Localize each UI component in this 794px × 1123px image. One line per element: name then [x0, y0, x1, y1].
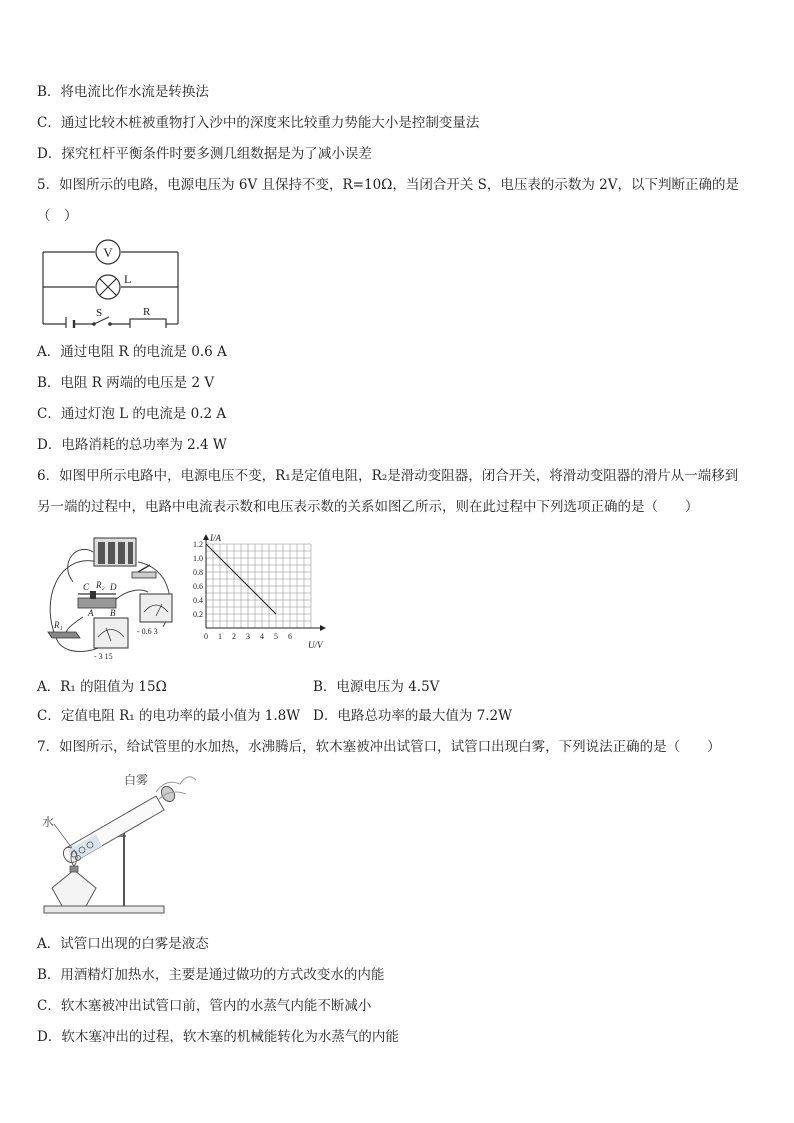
water-label: 水	[42, 815, 55, 829]
cork-and-fog	[124, 773, 196, 804]
y-tick-label: 0.8	[193, 568, 203, 577]
graph-ticks	[193, 540, 292, 641]
q5-stem-line1: 5．如图所示的电路，电源电压为 6V 且保持不变，R=10Ω，当闭合开关 S，电压表的示数为 2V，以下判断正确的是	[37, 177, 740, 193]
graph-axes	[203, 534, 326, 631]
svg-text:A: A	[88, 608, 94, 618]
y-tick-label: 0.6	[193, 582, 203, 591]
q6-iu-graph	[180, 532, 330, 652]
q6-option-d: D．电路总功率的最大值为 7.2W	[313, 708, 512, 724]
q5-option-a: A．通过电阻 R 的电流是 0.6 A	[37, 344, 227, 360]
q7-option-d: D．软木塞冲出的过程，软木塞的机械能转化为水蒸气的内能	[37, 1029, 399, 1045]
q5-stem-line2: （ ）	[37, 208, 78, 224]
x-tick-label: 3	[246, 632, 250, 641]
q7-option-c: C．软木塞被冲出试管口前，管内的水蒸气内能不断减小	[37, 998, 372, 1014]
q7-option-a: A．试管口出现的白雾是液态	[37, 936, 209, 952]
y-tick-label: 0.2	[193, 610, 203, 619]
x-tick-label: 4	[260, 632, 264, 641]
q7-stem: 7．如图所示，给试管里的水加热，水沸腾后，软木塞被冲出试管口，试管口出现白雾，下列说法正确的是（ ）	[37, 739, 721, 755]
q6-option-a: A．R₁ 的阻值为 15Ω	[37, 679, 167, 695]
switch-symbol	[92, 307, 112, 326]
q4-option-c: C．通过比较木桩被重物打入沙中的深度来比较重力势能大小是控制变量法	[37, 115, 480, 131]
q6-apparatus-figure	[38, 532, 178, 662]
rheostat	[78, 580, 117, 618]
x-tick-label: 5	[274, 632, 278, 641]
x-tick-label: 6	[288, 632, 292, 641]
y-tick-label: 1.0	[193, 554, 203, 563]
q5-option-c: C．通过灯泡 L 的电流是 0.2 A	[37, 406, 227, 422]
lamp-label: L	[124, 272, 132, 286]
voltmeter	[94, 618, 128, 661]
q7-option-b: B．用酒精灯加热水，主要是通过做功的方式改变水的内能	[37, 967, 385, 983]
lamp-symbol	[96, 272, 131, 299]
svg-text:C: C	[83, 582, 90, 592]
graph-y-label: I/A	[210, 533, 221, 543]
q4-option-d: D．探究杠杆平衡条件时要多测几组数据是为了减小误差	[37, 146, 372, 162]
ammeter	[137, 594, 172, 636]
x-tick-label: 0	[204, 632, 208, 641]
svg-text:D: D	[110, 582, 117, 592]
switch-label: S	[96, 307, 103, 319]
q6-option-c: C．定值电阻 R₁ 的电功率的最小值为 1.8W	[37, 708, 301, 724]
resistor-symbol	[130, 306, 166, 328]
q4-option-b: B．将电流比作水流是转换法	[37, 84, 209, 100]
voltmeter-label: V	[103, 245, 113, 260]
svg-text:R₂: R₂	[96, 580, 105, 590]
x-tick-label: 1	[218, 632, 222, 641]
svg-text:B: B	[110, 608, 116, 618]
resistor-label: R	[143, 306, 151, 318]
svg-text:R₁: R₁	[54, 620, 63, 630]
q6-stem-line2: 另一端的过程中，电路中电流表示数和电压表示数的关系如图乙所示，则在此过程中下列选项正确的是（ ）	[37, 499, 699, 515]
svg-text:- 3 15: - 3 15	[94, 652, 113, 661]
battery-symbol	[66, 317, 74, 328]
svg-text:- 0.6 3: - 0.6 3	[137, 627, 158, 636]
fog-label: 白雾	[124, 773, 149, 787]
q7-test-tube-figure	[38, 770, 198, 918]
q5-option-b: B．电阻 R 两端的电压是 2 V	[37, 375, 215, 391]
q5-circuit-diagram	[38, 236, 184, 328]
voltmeter-symbol	[96, 240, 120, 264]
graph-x-label: U/V	[308, 640, 323, 650]
q5-option-d: D．电路消耗的总功率为 2.4 W	[37, 437, 227, 453]
q6-stem-line1: 6．如图甲所示电路中，电源电压不变，R₁是定值电阻，R₂是滑动变阻器，闭合开关，将滑动变阻器的滑片从一端移到	[37, 468, 739, 484]
battery-box	[94, 538, 136, 566]
q6-option-b: B．电源电压为 4.5V	[313, 679, 440, 695]
y-tick-label: 0.4	[193, 596, 203, 605]
x-tick-label: 2	[232, 632, 236, 641]
graph-grid	[206, 544, 311, 628]
y-tick-label: 1.2	[193, 540, 203, 549]
